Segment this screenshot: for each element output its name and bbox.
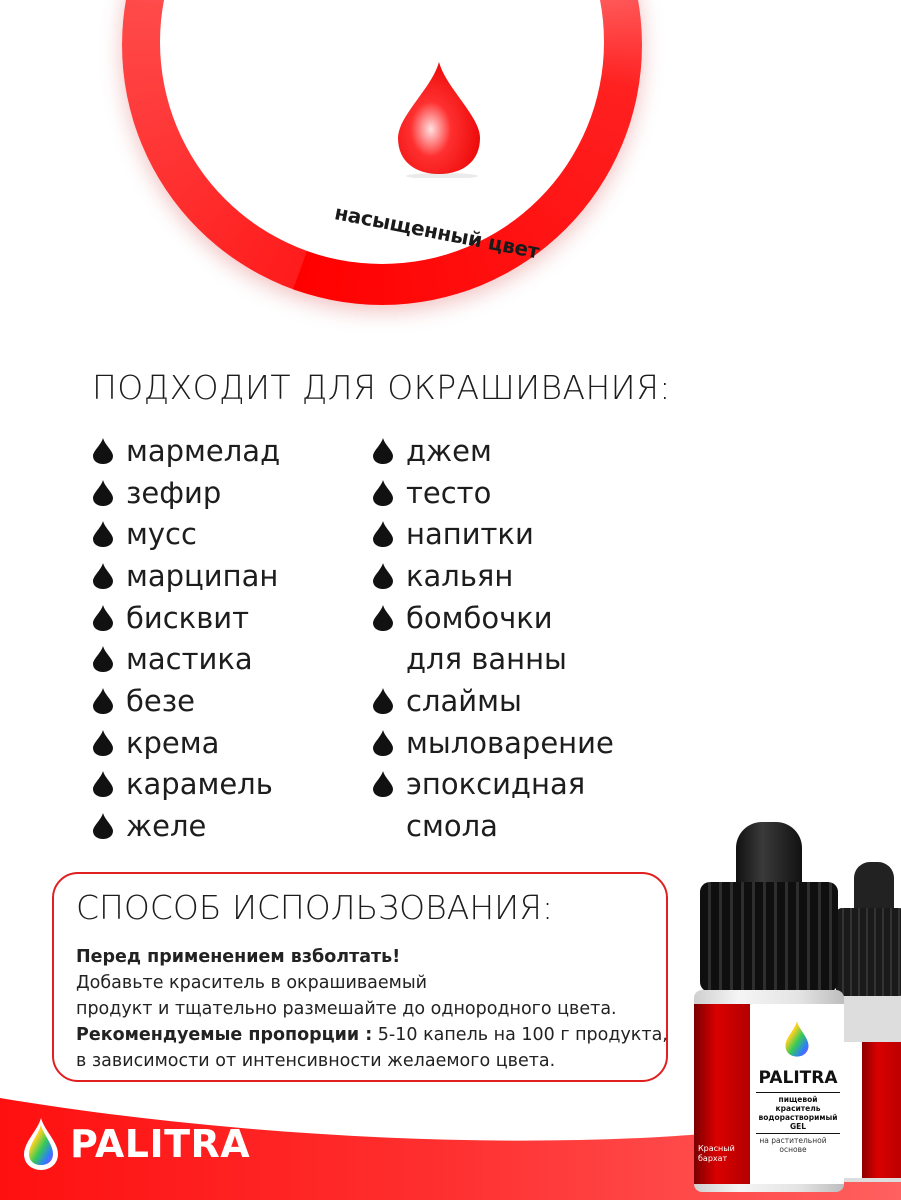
list-item: мастика	[92, 638, 280, 680]
list-item: бисквит	[92, 597, 280, 639]
usage-shake-note: Перед применением взболтать!	[76, 947, 401, 967]
drop-bullet-icon	[92, 687, 114, 715]
suitable-list-2	[372, 430, 614, 847]
list-item: кальян	[372, 555, 614, 597]
list-item: зефир	[92, 472, 280, 514]
drop-bullet-icon	[372, 479, 394, 507]
list-item: мармелад	[92, 430, 280, 472]
list-item: эпоксидная	[372, 764, 614, 806]
product-bottle	[688, 822, 850, 1192]
label-rainbow-drop-icon	[784, 1020, 810, 1058]
list-item: марципан	[92, 555, 280, 597]
list-item: мыловарение	[372, 722, 614, 764]
drop-bullet-icon	[92, 604, 114, 632]
red-drop-icon	[384, 58, 494, 178]
usage-line: в зависимости от интенсивности желаемого цвета.	[76, 1051, 556, 1071]
usage-text	[76, 944, 668, 1074]
usage-line: Добавьте краситель в окрашиваемый	[76, 973, 428, 993]
suitable-list-1	[92, 430, 280, 847]
drop-bullet-icon	[372, 770, 394, 798]
list-item-continuation: смола	[406, 809, 498, 844]
bottle-brand: PALITRA	[758, 1068, 838, 1088]
bottle-color-name: Красный бархат	[698, 1144, 735, 1163]
drop-bullet-icon	[92, 645, 114, 673]
list-item: тесто	[372, 472, 614, 514]
list-item: карамель	[92, 764, 280, 806]
drop-bullet-icon	[92, 729, 114, 757]
drop-bullet-icon	[372, 562, 394, 590]
drop-bullet-icon	[92, 562, 114, 590]
bottle-base: на растительной основе	[759, 1136, 827, 1154]
drop-bullet-icon	[92, 520, 114, 548]
rainbow-drop-icon	[22, 1116, 60, 1172]
hero-slogan: насыщенный цвет	[332, 200, 542, 264]
brand-name: PALITRA	[70, 1122, 251, 1166]
usage-title: СПОСОБ ИСПОЛЬЗОВАНИЯ:	[76, 888, 554, 927]
usage-proportions-value: 5-10 капель на 100 г продукта,	[372, 1025, 668, 1045]
drop-bullet-icon	[372, 437, 394, 465]
list-item: крема	[92, 722, 280, 764]
suitable-title: ПОДХОДИТ ДЛЯ ОКРАШИВАНИЯ:	[92, 368, 671, 407]
list-item: слаймы	[372, 680, 614, 722]
usage-box	[52, 872, 668, 1082]
list-item: желе	[92, 805, 280, 847]
drop-bullet-icon	[372, 520, 394, 548]
usage-proportions-label: Рекомендуемые пропорции :	[76, 1025, 373, 1045]
drop-bullet-icon	[92, 437, 114, 465]
list-item: джем	[372, 430, 614, 472]
drop-bullet-icon	[372, 729, 394, 757]
list-item-continuation: для ванны	[406, 642, 567, 677]
list-item: бомбочки	[372, 597, 614, 639]
drop-bullet-icon	[372, 604, 394, 632]
list-item: напитки	[372, 513, 614, 555]
brand-logo	[22, 1116, 250, 1172]
drop-bullet-icon	[92, 479, 114, 507]
drop-bullet-icon	[372, 687, 394, 715]
list-item: мусс	[92, 513, 280, 555]
list-item: безе	[92, 680, 280, 722]
usage-line: продукт и тщательно размешайте до однородного цвета.	[76, 999, 617, 1019]
drop-bullet-icon	[92, 770, 114, 798]
drop-bullet-icon	[92, 812, 114, 840]
bottle-desc: пищевой краситель водорастворимый GEL	[756, 1092, 840, 1134]
